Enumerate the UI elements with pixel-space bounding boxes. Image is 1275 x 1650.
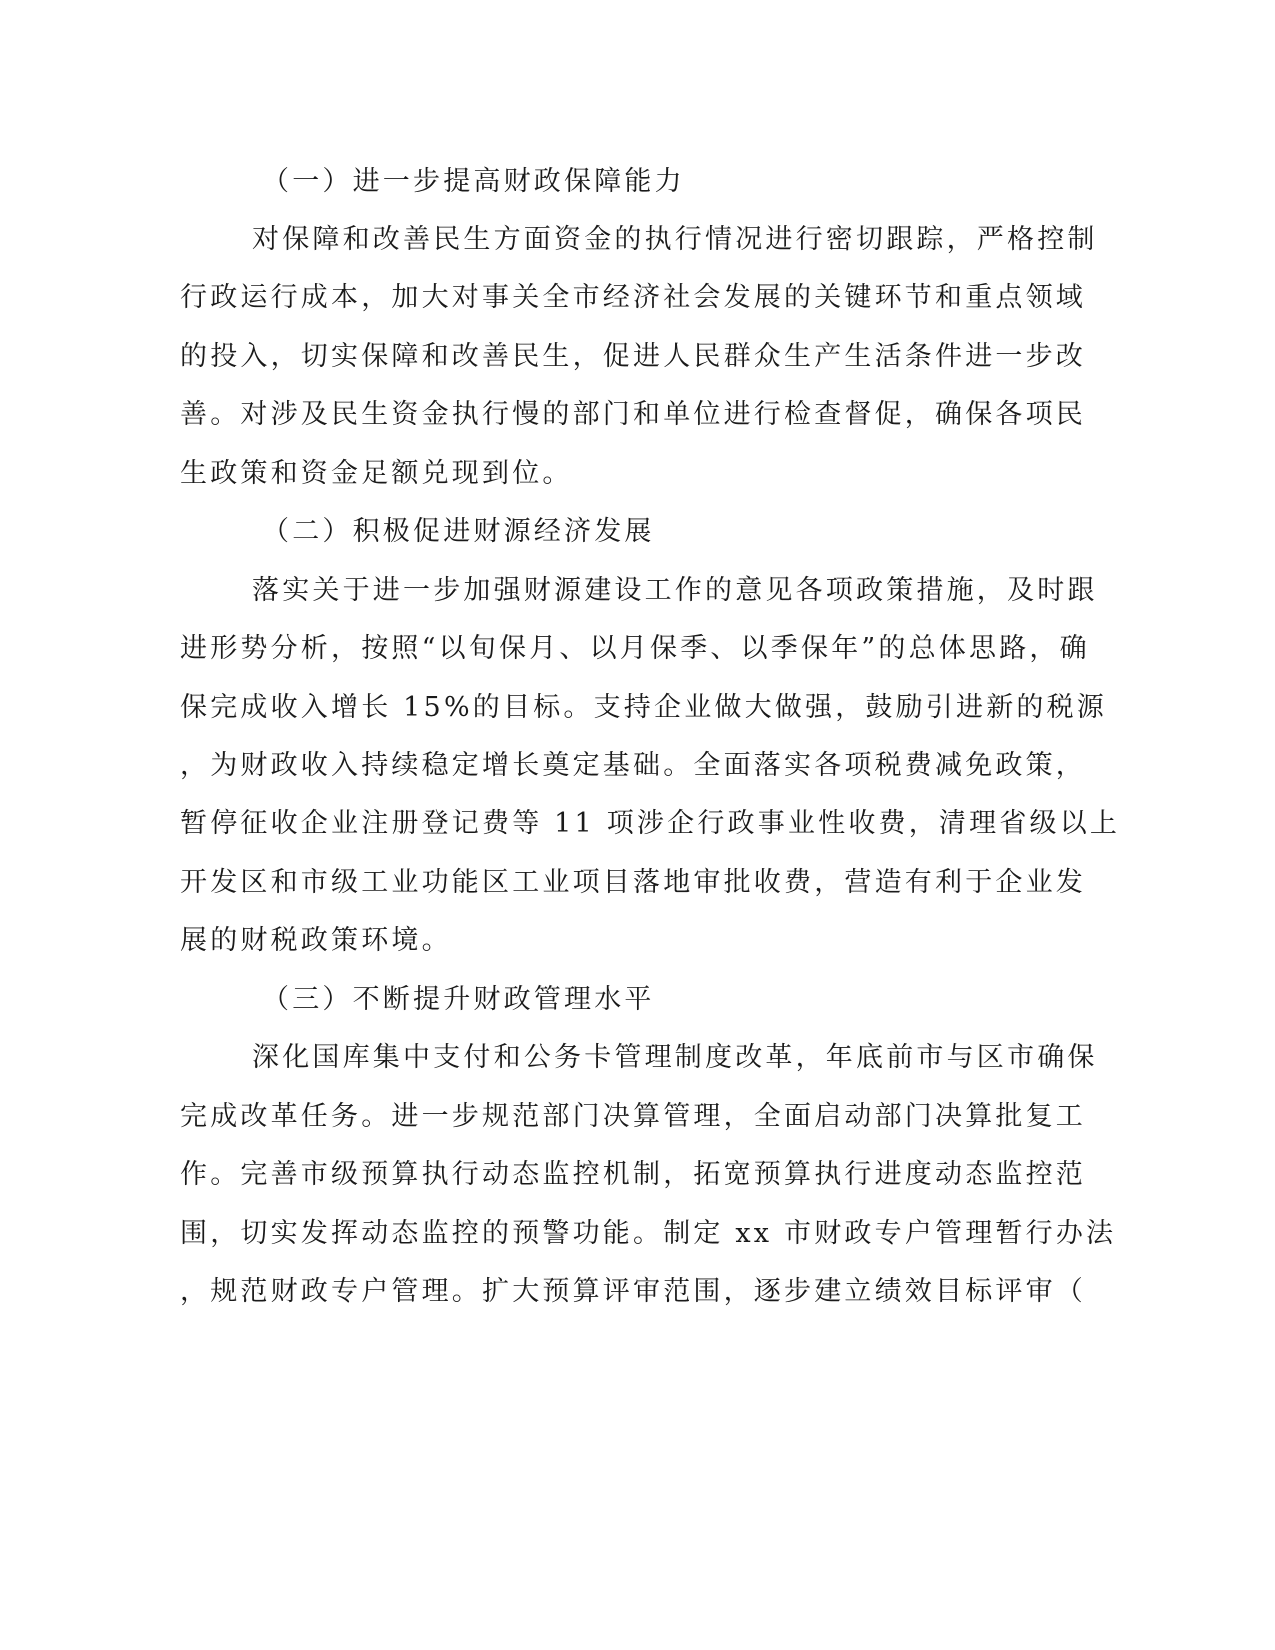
paragraph-line: 围，切实发挥动态监控的预警功能。制定 xx 市财政专户管理暂行办法 bbox=[180, 1218, 1117, 1249]
paragraph-line: 开发区和市级工业功能区工业项目落地审批收费，营造有利于企业发 bbox=[180, 867, 1086, 898]
paragraph-line: 保完成收入增长 15%的目标。支持企业做大做强，鼓励引进新的税源 bbox=[180, 692, 1107, 723]
paragraph-line: 对保障和改善民生方面资金的执行情况进行密切跟踪，严格控制 bbox=[252, 224, 1098, 255]
paragraph-line: 善。对涉及民生资金执行慢的部门和单位进行检查督促，确保各项民 bbox=[180, 399, 1086, 430]
paragraph-line: 落实关于进一步加强财源建设工作的意见各项政策措施，及时跟 bbox=[252, 575, 1098, 606]
section-heading-2: （二）积极促进财源经济发展 bbox=[262, 516, 655, 547]
paragraph-line: 作。完善市级预算执行动态监控机制，拓宽预算执行进度动态监控范 bbox=[180, 1159, 1086, 1190]
paragraph-line: ，为财政收入持续稳定增长奠定基础。全面落实各项税费减免政策， bbox=[180, 750, 1086, 781]
paragraph-line: 展的财税政策环境。 bbox=[180, 925, 452, 956]
section-heading-3: （三）不断提升财政管理水平 bbox=[262, 984, 655, 1015]
paragraph-line: 完成改革任务。进一步规范部门决算管理，全面启动部门决算批复工 bbox=[180, 1101, 1086, 1132]
paragraph-line: 暂停征收企业注册登记费等 11 项涉企行政事业性收费，清理省级以上 bbox=[180, 808, 1121, 839]
section-heading-1: （一）进一步提高财政保障能力 bbox=[262, 166, 685, 197]
paragraph-line: 深化国库集中支付和公务卡管理制度改革，年底前市与区市确保 bbox=[252, 1042, 1098, 1073]
paragraph-line: 行政运行成本，加大对事关全市经济社会发展的关键环节和重点领域 bbox=[180, 282, 1086, 313]
paragraph-line: 生政策和资金足额兑现到位。 bbox=[180, 458, 573, 489]
paragraph-line: 的投入，切实保障和改善民生，促进人民群众生产生活条件进一步改 bbox=[180, 341, 1086, 372]
paragraph-line: 进形势分析，按照“以旬保月、以月保季、以季保年”的总体思路，确 bbox=[180, 633, 1090, 664]
paragraph-line: ，规范财政专户管理。扩大预算评审范围，逐步建立绩效目标评审（ bbox=[180, 1276, 1086, 1307]
